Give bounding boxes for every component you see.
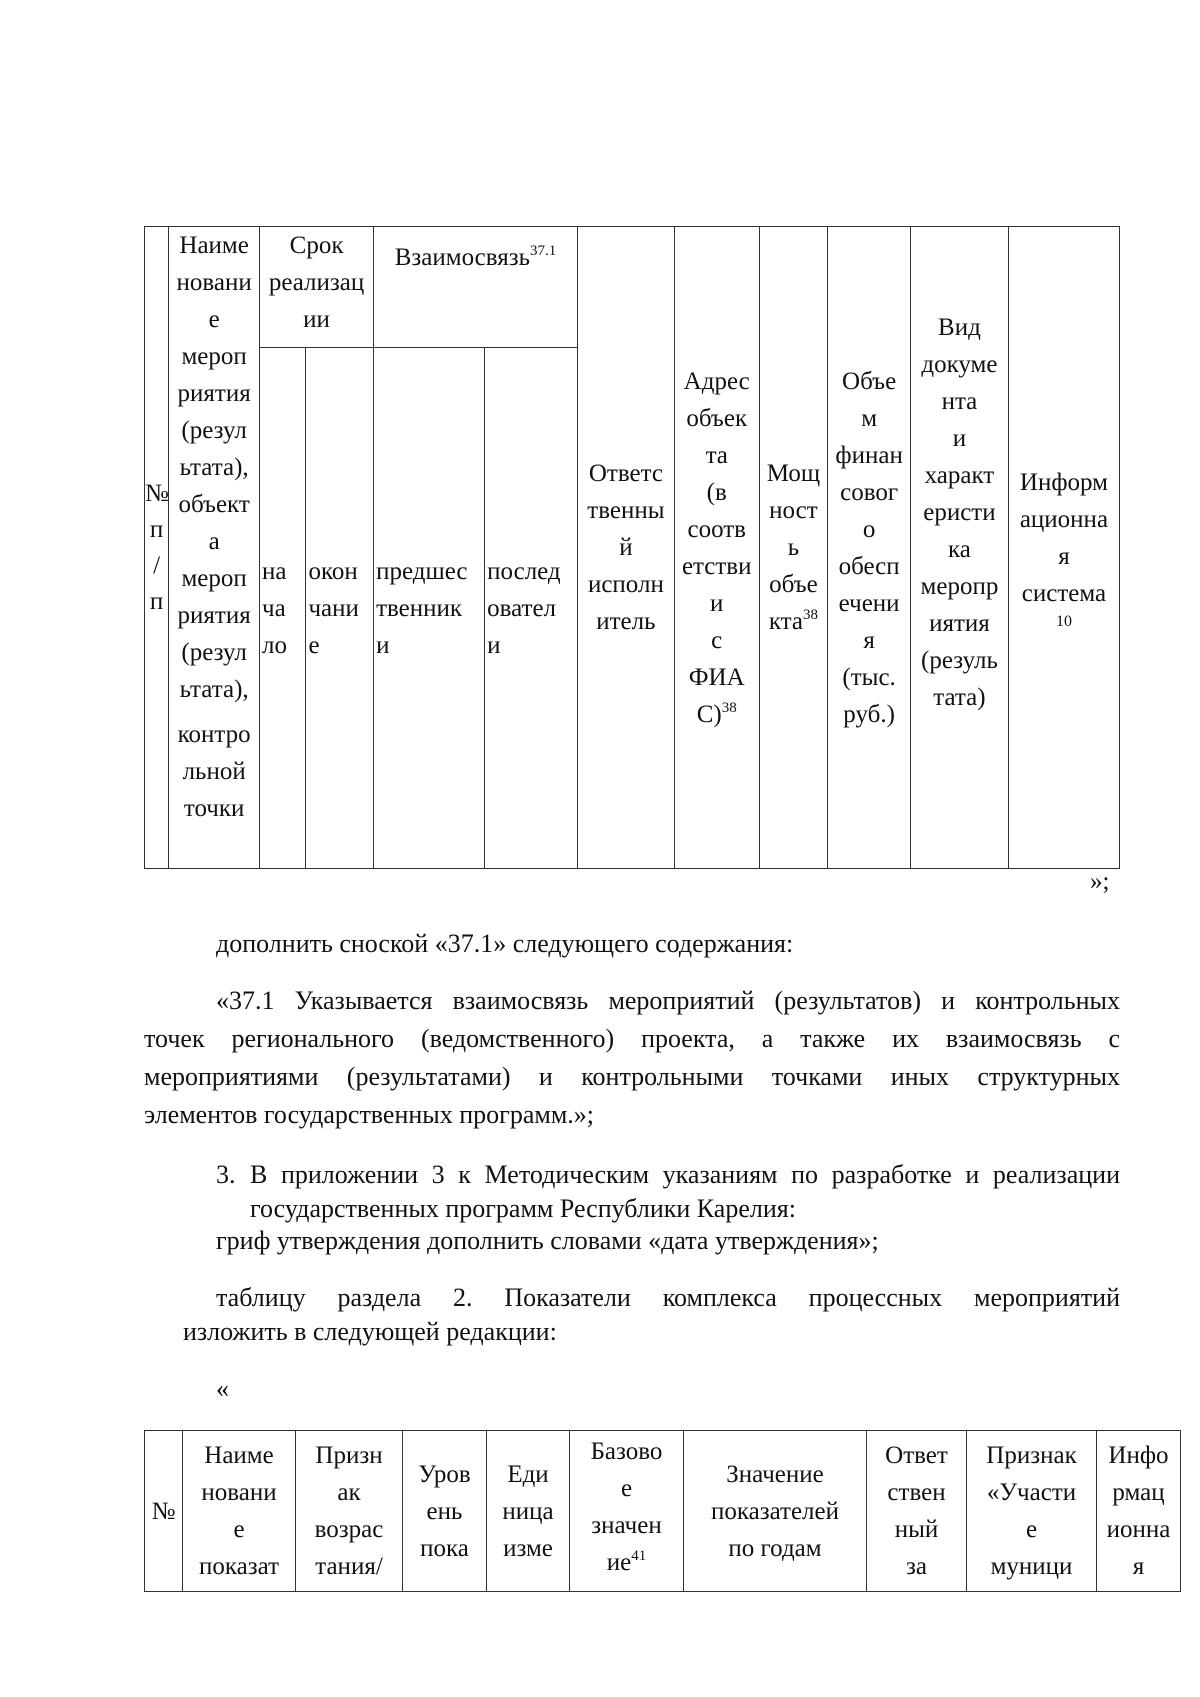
col-info-header <box>1008 227 1119 869</box>
col-name-l9: мероп <box>181 565 247 592</box>
col-name-l12: ьтата), <box>179 676 249 703</box>
footnote-line-4: элементов государственных программ.»; <box>144 1100 595 1129</box>
col-name-l7: объект <box>178 491 250 518</box>
col-doc-text: Вид докуме нта и характ еристи ка меропр иятия (резуль тата) <box>920 314 999 711</box>
indicators-table-header <box>144 1430 1181 1592</box>
col-name-l10: риятия <box>177 602 251 629</box>
col-name-l5: (резул <box>181 417 247 444</box>
footnote-line-2: точек регионального (ведомственного) проекта, а также их взаимосвязь с <box>144 1024 1120 1053</box>
t2-col-part <box>967 1431 1097 1592</box>
events-table-header <box>144 226 1120 869</box>
col-resp-text: Ответс твенны й исполн итель <box>587 460 665 635</box>
table2-intro <box>183 1279 1120 1347</box>
t2-col-info <box>1097 1431 1181 1592</box>
col-link-pred <box>374 348 485 869</box>
t2-col-sign-text: Призн ак возрас тания/ <box>314 1442 384 1580</box>
col-term-start-text: на ча ло <box>262 557 288 659</box>
t2-col-num-text: № <box>151 1497 176 1525</box>
t2-col-resp <box>867 1431 967 1592</box>
t2-col-num <box>145 1431 183 1592</box>
col-power-sup: 38 <box>803 607 818 623</box>
col-link-next-text: послед овател и <box>487 557 561 659</box>
item-3-line-2: государственных программ Республики Карелия: <box>250 1194 796 1223</box>
col-info-sup: 10 <box>1055 612 1072 630</box>
table2-quote-open: « <box>216 1374 229 1403</box>
footnote-line-3: мероприятиями (результатами) и контрольными точками иных структурных <box>144 1062 1120 1091</box>
t2-col-base-sup: 41 <box>631 1548 647 1564</box>
col-name-l2: е <box>208 306 220 333</box>
col-term-text: Срок реализац ии <box>268 232 365 333</box>
t2-col-name-text: Наиме новани е показат <box>199 1442 279 1580</box>
col-name-l1: новани <box>176 269 252 296</box>
t2-col-base <box>570 1431 684 1592</box>
col-info-text: Информ ационна я система <box>1019 468 1109 607</box>
col-term-header <box>260 227 374 348</box>
col-num-header <box>145 227 169 869</box>
col-power-text: Мощ ност ь объе кта <box>766 460 821 635</box>
col-link-pred-text: предшес твенник и <box>376 557 468 659</box>
col-name-l13: контро <box>177 721 251 748</box>
col-name-l4: риятия <box>177 380 251 407</box>
item-3 <box>216 1156 1120 1224</box>
t2-col-unit <box>487 1431 570 1592</box>
col-name-l14: льной <box>182 758 246 785</box>
col-resp-header <box>577 227 674 869</box>
t2-col-resp-text: Ответ ствен ный за <box>885 1442 948 1580</box>
col-name-l0: Наиме <box>179 232 249 259</box>
t2-col-values-text: Значение показателей по годам <box>710 1460 840 1562</box>
table2-intro-line-2: изложить в следующей редакции: <box>183 1317 557 1346</box>
col-name-l8: а <box>208 528 220 555</box>
col-link-text: Взаимосвязь <box>394 244 531 271</box>
t2-col-part-text: Признак «Участи е муници <box>986 1442 1077 1580</box>
table1-quote-close: »; <box>1090 868 1110 895</box>
item-3-number: 3. <box>216 1160 236 1189</box>
col-address-header <box>674 227 759 869</box>
t2-col-info-text: Инфо рмац ионна я <box>1106 1442 1171 1580</box>
col-doc-header <box>910 227 1008 869</box>
col-term-end <box>306 348 374 869</box>
t2-col-base-text: Базово е значен ие <box>590 1438 663 1576</box>
col-link-header <box>374 227 578 348</box>
col-address-text: Адрес объек та (в соотв етстви и с ФИА С) <box>681 367 752 728</box>
t2-col-level-text: Уров ень пока <box>418 1460 471 1562</box>
col-name-l11: (резул <box>181 639 247 666</box>
col-name-header <box>169 227 260 869</box>
col-term-start <box>260 348 306 869</box>
col-term-end-text: окон чани е <box>308 557 359 659</box>
footnote-line-1: «37.1 Указывается взаимосвязь мероприятий (результатов) и контрольных <box>216 986 1120 1015</box>
col-name-l3: мероп <box>181 343 247 370</box>
col-link-next <box>485 348 578 869</box>
item-3-line-1: В приложении 3 к Методическим указаниям по разработке и реализации <box>250 1160 1120 1189</box>
col-volume-text: Объе м финан совог о обесп ечени я (тыс. руб.) <box>835 367 903 728</box>
col-num-text: № п / п <box>145 479 169 615</box>
t2-col-values <box>684 1431 867 1592</box>
footnote-intro: дополнить сноской «37.1» следующего содержания: <box>216 929 794 958</box>
t2-col-name <box>183 1431 296 1592</box>
table2-intro-line-1: таблицу раздела 2. Показатели комплекса процессных мероприятий <box>216 1283 1120 1312</box>
col-volume-header <box>828 227 911 869</box>
stamp-paragraph: гриф утверждения дополнить словами «дата утверждения»; <box>216 1226 879 1255</box>
t2-col-unit-text: Еди ница изме <box>502 1460 554 1562</box>
t2-col-sign <box>296 1431 403 1592</box>
col-name-l15: точки <box>183 795 245 822</box>
col-address-sup: 38 <box>721 699 737 716</box>
footnote-text <box>144 982 1120 1134</box>
col-link-sup: 37.1 <box>530 243 557 259</box>
t2-col-level <box>403 1431 487 1592</box>
col-power-header <box>759 227 828 869</box>
col-name-l6: ьтата), <box>179 454 249 481</box>
